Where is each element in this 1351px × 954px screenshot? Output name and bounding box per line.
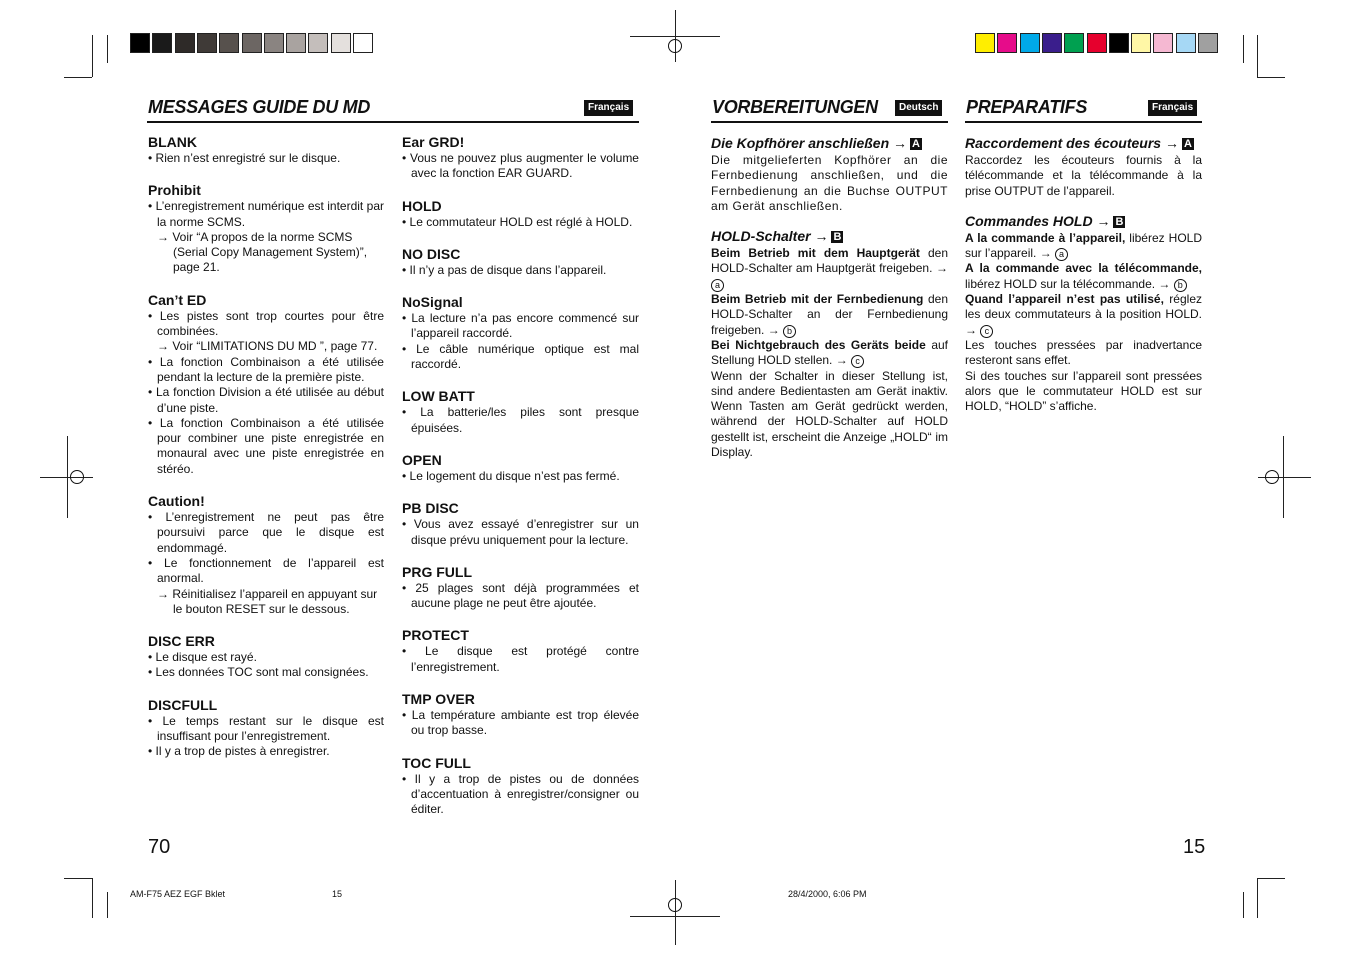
color-swatch — [1087, 33, 1107, 53]
page-number-right: 15 — [1183, 836, 1206, 858]
color-swatch — [308, 33, 328, 53]
color-swatch — [997, 33, 1017, 53]
message-entry — [402, 564, 639, 612]
color-swatch — [130, 33, 150, 53]
message-code: Can’t ED — [148, 291, 207, 308]
crop-mark — [1257, 35, 1258, 77]
message-code: DISCFULL — [148, 696, 218, 713]
circled-ref: a — [711, 279, 724, 292]
paragraph: Bei Nichtgebrauch des Geräts beide auf Stellung HOLD stellen. → c — [711, 337, 949, 368]
message-reference: → Voir “A propos de la norme SCMS (Serial Copy Management System)”, page 21. — [148, 230, 384, 276]
message-code: BLANK — [148, 134, 197, 150]
message-code: TOC FULL — [402, 754, 471, 771]
message-code: Prohibit — [148, 182, 201, 199]
message-code: Ear GRD! — [402, 134, 465, 150]
message-description: • La fonction Division a été utilisée au début d’une piste. — [148, 385, 384, 416]
paragraph: Die mitgelieferten Kopfhörer an die Fernbedienung anschließen, und die Fernbedienung an die Buchse OUTPUT am Gerät anschließen. — [711, 153, 948, 213]
message-entry — [402, 755, 639, 818]
message-entry — [402, 691, 639, 739]
color-swatch — [1131, 33, 1151, 53]
message-description: • Il n’y a pas de disque dans l’appareil. — [402, 263, 639, 278]
crop-mark — [64, 878, 92, 879]
title-rule — [147, 121, 639, 123]
paragraph: Raccordez les écouteurs fournis à la télécommande et la télécommande à la prise OUTPUT de l’appareil. — [965, 153, 1202, 198]
crop-mark — [92, 35, 93, 77]
message-entry — [148, 182, 384, 275]
crop-mark — [1257, 77, 1285, 78]
language-tag: Français — [584, 100, 633, 116]
message-description: • La batterie/les piles sont presque épuisées. — [402, 405, 639, 436]
message-description: • Vous ne pouvez plus augmenter le volume avec la fonction EAR GUARD. — [402, 151, 639, 182]
paragraph: A la commande à l’appareil, libérez HOLD sur l’appareil. → a — [965, 230, 1202, 261]
paragraph: Beim Betrieb mit dem Hauptgerät den HOLD-Schalter am Hauptgerät freigeben. → a — [711, 246, 948, 290]
color-swatch — [975, 33, 995, 53]
color-swatch — [1176, 33, 1196, 53]
paragraph: Beim Betrieb mit der Fernbedienung den HOLD-Schalter an der Fernbedienung freigeben. → b — [711, 292, 948, 337]
title-rule-de — [711, 121, 948, 123]
color-swatch — [264, 33, 284, 53]
crop-mark — [107, 892, 108, 918]
language-tag-de: Deutsch — [895, 100, 942, 116]
crop-mark — [92, 878, 93, 918]
paragraph: Si des touches sur l’appareil sont pressées alors que le commutateur HOLD est sur HOLD, “HOLD” s’affiche. — [965, 368, 1202, 414]
message-description: • Les données TOC sont mal consignées. — [148, 665, 384, 680]
paragraph: Les touches pressées par inadvertance resteront sans effet. — [965, 337, 1202, 368]
message-description: • Les pistes sont trop courtes pour être combinées. — [148, 309, 384, 340]
message-entry — [148, 697, 384, 760]
message-code: HOLD — [402, 197, 442, 214]
paragraph: Quand l’appareil n’est pas utilisé, réglez les deux commutateurs à la position HOLD. → c — [965, 292, 1202, 337]
color-swatch — [197, 33, 217, 53]
message-code: NO DISC — [402, 245, 461, 262]
page-number: 70 — [148, 836, 171, 858]
circled-ref: c — [851, 355, 864, 368]
message-description: • Le fonctionnement de l’appareil est anormal. — [148, 556, 384, 587]
message-description: • Le temps restant sur le disque est insuffisant pour l’enregistrement. — [148, 714, 384, 745]
message-reference: → Réinitialisez l’appareil en appuyant sur le bouton RESET sur le dessous. — [148, 587, 384, 618]
figure-ref-box: B — [833, 231, 842, 244]
circled-ref: b — [783, 325, 796, 338]
subheading: Commandes HOLD → B — [965, 212, 1124, 229]
message-description: • La température ambiante est trop élevée ou trop basse. — [402, 708, 639, 739]
page-title: MESSAGES GUIDE DU MD — [148, 97, 371, 117]
message-reference: → Voir “LIMITATIONS DU MD ”, page 77. — [148, 339, 384, 354]
message-code: Caution! — [148, 493, 205, 510]
message-entry — [402, 500, 639, 548]
paragraph: Wenn der Schalter in dieser Stellung ist, sind andere Bedientasten am Gerät inaktiv. Wenn Tasten am Gerät gedrückt werden, während der HOLD-Schalter auf HOLD gestellt ist, erscheint die Anzeige „HOLD“ im Display. — [711, 368, 948, 460]
message-description: • L’enregistrement numérique est interdit par la norme SCMS. — [148, 199, 384, 230]
message-description: • Il y a trop de pistes ou de données d’accentuation à enregistrer/consigner ou éditer. — [402, 772, 639, 818]
message-description: • La fonction Combinaison a été utilisée pour combiner une piste enregistrée en monaural avec une piste enregistrée en stéréo. — [148, 416, 384, 477]
message-code: PROTECT — [402, 627, 469, 644]
message-entry — [402, 198, 639, 230]
message-description: • Le câble numérique optique est mal raccordé. — [402, 342, 639, 373]
color-swatch — [1064, 33, 1084, 53]
color-swatch — [286, 33, 306, 53]
message-code: TMP OVER — [402, 691, 475, 708]
color-swatch — [331, 33, 351, 53]
message-description: • L’enregistrement ne peut pas être poursuivi parce que le disque est endommagé. — [148, 510, 384, 556]
message-description: • Vous avez essayé d’enregistrer sur un disque prévu uniquement pour la lecture. — [402, 517, 639, 548]
crop-mark — [1257, 878, 1258, 918]
color-swatch — [219, 33, 239, 53]
crop-mark — [1243, 35, 1244, 63]
circled-ref: a — [1055, 248, 1068, 261]
message-code: DISC ERR — [148, 633, 215, 650]
message-description: • Le logement du disque n’est pas fermé. — [402, 469, 639, 484]
message-column-2 — [402, 134, 639, 834]
circled-ref: c — [980, 325, 993, 338]
message-code: OPEN — [402, 451, 442, 468]
message-column-1 — [148, 134, 384, 776]
message-description: • 25 plages sont déjà programmées et aucune plage ne peut être ajoutée. — [402, 581, 639, 612]
message-code: LOW BATT — [402, 388, 475, 405]
message-entry — [402, 134, 639, 182]
subheading: HOLD-Schalter → B — [711, 228, 842, 245]
fr-content — [965, 135, 1202, 414]
message-code: PRG FULL — [402, 563, 472, 580]
color-swatch — [152, 33, 172, 53]
circled-ref: b — [1174, 279, 1187, 292]
message-description: • Le disque est rayé. — [148, 650, 384, 665]
message-entry — [148, 633, 384, 681]
message-entry — [148, 134, 384, 166]
message-description: • La fonction Combinaison a été utilisée pendant la lecture de la première piste. — [148, 355, 384, 386]
section-title-fr: PREPARATIFS — [966, 97, 1088, 117]
de-content — [711, 135, 948, 460]
title-rule-fr — [965, 121, 1202, 123]
color-swatch — [353, 33, 373, 53]
message-description: • Il y a trop de pistes à enregistrer. — [148, 744, 384, 759]
crop-mark — [64, 77, 92, 78]
subheading: Raccordement des écouteurs → A — [965, 135, 1192, 151]
color-swatch — [1198, 33, 1218, 53]
color-swatch — [1109, 33, 1129, 53]
crop-mark — [107, 35, 108, 63]
crop-mark — [1257, 878, 1285, 879]
subheading: Die Kopfhörer anschließen → A — [711, 135, 920, 151]
paragraph: A la commande avec la télécommande, libérez HOLD sur la télécommande. → b — [965, 261, 1202, 291]
message-entry — [402, 294, 639, 372]
message-code: NoSignal — [402, 294, 463, 311]
message-description: • Rien n’est enregistré sur le disque. — [148, 151, 384, 166]
color-swatch — [242, 33, 262, 53]
message-entry — [148, 493, 384, 617]
message-description: • Le commutateur HOLD est réglé à HOLD. — [402, 215, 639, 230]
color-swatch — [175, 33, 195, 53]
language-tag-fr: Français — [1148, 100, 1197, 116]
figure-ref-box: A — [912, 138, 920, 150]
section-title-de: VORBEREITUNGEN — [712, 97, 878, 117]
footer-date: 28/4/2000, 6:06 PM — [788, 889, 867, 899]
message-description: • La lecture n’a pas encore commencé sur l’appareil raccordé. — [402, 311, 639, 342]
color-swatch — [1020, 33, 1040, 53]
message-entry — [402, 627, 639, 675]
message-entry — [402, 246, 639, 278]
message-entry — [402, 388, 639, 436]
figure-ref-box: B — [1115, 215, 1124, 228]
footer-file: AM-F75 AEZ EGF Bklet — [130, 889, 226, 899]
message-description: • Le disque est protégé contre l’enregistrement. — [402, 644, 639, 675]
message-entry — [148, 292, 384, 477]
message-code: PB DISC — [402, 500, 459, 517]
figure-ref-box: A — [1183, 138, 1192, 150]
message-entry — [402, 452, 639, 484]
crop-mark — [1243, 892, 1244, 918]
color-swatch — [1042, 33, 1062, 53]
footer-page: 15 — [332, 889, 343, 899]
color-swatch — [1153, 33, 1173, 53]
